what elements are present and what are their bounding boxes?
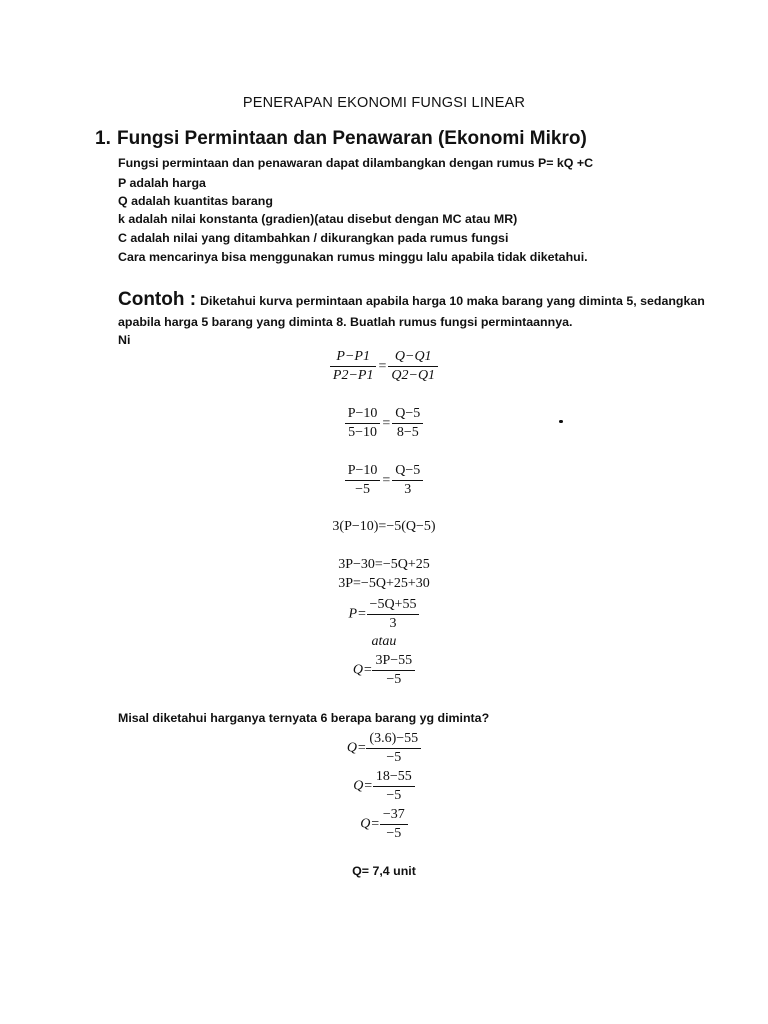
equation-4: 3(P−10)=−5(Q−5) (332, 519, 436, 534)
fraction: $\frac{18-55}{-5}$ (373, 768, 415, 805)
fraction: $\frac{P-10}{-5}$ (345, 462, 381, 499)
section-number: 1. (95, 128, 111, 149)
equation-5: 3P−30=−5Q+25 (338, 557, 430, 572)
solution-step-1: Q= $\frac{(3.6)-55}{-5}$ (0, 730, 768, 767)
definition-line: Fungsi permintaan dan penawaran dapat dilambangkan dengan rumus P= kQ +C (118, 156, 594, 170)
fraction: $\frac{P-P1}{P2-P1}$ (330, 348, 377, 385)
example-text-line3: Ni (118, 333, 131, 347)
example-intro (118, 289, 705, 311)
fraction: $\frac{Q-Q1}{Q2-Q1}$ (388, 348, 438, 385)
definition-line: Q adalah kuantitas barang (118, 194, 273, 208)
fraction: $\frac{P-10}{5-10}$ (345, 405, 381, 442)
definition-line: C adalah nilai yang ditambahkan / dikurangkan pada rumus fungsi (118, 231, 509, 245)
equation-2: $\frac{P-10}{5-10}$ = $\frac{Q-5}{8-5}$ (0, 405, 768, 442)
fraction: $\frac{(3.6)-55}{-5}$ (366, 730, 421, 767)
fraction: $\frac{3P-55}{-5}$ (372, 652, 415, 689)
example-label: Contoh : (118, 289, 197, 310)
equation-6: 3P=−5Q+25+30 (338, 576, 430, 591)
fraction: $\frac{-5Q+55}{3}$ (367, 596, 420, 633)
equation-8: Q= $\frac{3P-55}{-5}$ (0, 652, 768, 689)
equation-1: $\frac{P-P1}{P2-P1}$ = $\frac{Q-Q1}{Q2-Q1}$ (0, 348, 768, 385)
document-title: PENERAPAN EKONOMI FUNGSI LINEAR (242, 95, 526, 111)
definition-line: Cara mencarinya bisa menggunakan rumus minggu lalu apabila tidak diketahui. (118, 250, 588, 264)
definition-line: P adalah harga (118, 176, 206, 190)
example-text-line1: Diketahui kurva permintaan apabila harga 10 maka barang yang diminta 5, sedangkan (200, 294, 705, 308)
definition-line: k adalah nilai konstanta (gradien)(atau disebut dengan MC atau MR) (118, 212, 518, 226)
question-text: Misal diketahui harganya ternyata 6 berapa barang yg diminta? (118, 711, 490, 725)
fraction: $\frac{Q-5}{3}$ (392, 462, 423, 499)
solution-step-2: Q= $\frac{18-55}{-5}$ (0, 768, 768, 805)
equation-7: P= $\frac{-5Q+55}{3}$ (0, 596, 768, 633)
equation-3: $\frac{P-10}{-5}$ = $\frac{Q-5}{3}$ (0, 462, 768, 499)
example-text-line2: apabila harga 5 barang yang diminta 8. Buatlah rumus fungsi permintaannya. (118, 315, 573, 329)
fraction: $\frac{Q-5}{8-5}$ (392, 405, 423, 442)
atau-word: atau (371, 634, 397, 649)
section-heading (95, 128, 587, 150)
fraction: $\frac{-37}{-5}$ (380, 806, 408, 843)
stray-mark (559, 420, 563, 423)
solution-step-3: Q= $\frac{-37}{-5}$ (0, 806, 768, 843)
final-answer: Q= 7,4 unit (352, 864, 416, 878)
section-heading-text: Fungsi Permintaan dan Penawaran (Ekonomi Mikro) (117, 128, 587, 149)
